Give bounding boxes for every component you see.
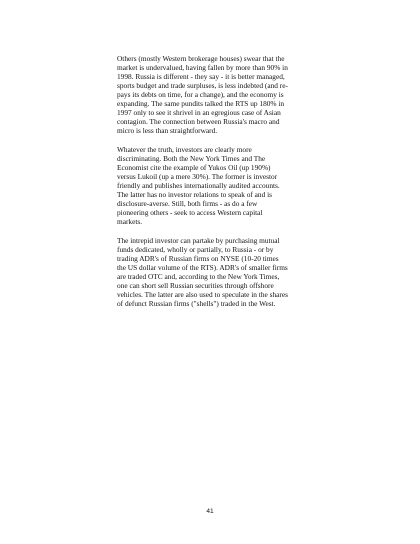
text-column bbox=[117, 54, 315, 318]
page-number: 41 bbox=[206, 508, 214, 515]
paragraph-3: The intrepid investor can partake by purchasing mutual funds dedicated, wholly or partially, to Russia - or by trading ADR's of Russian firms on NYSE (10-20 times the US dollar volume of the RTS). ADR's of smaller firms are traded OTC and, according to the New York Times, one can short sell Russian securities through offshore vehicles. The latter are also used to speculate in the shares of defunct Russian firms ("shells") traded in the West. bbox=[117, 236, 288, 308]
paragraph-1: Others (mostly Western brokerage houses) swear that the market is undervalued, having fallen by more than 90% in 1998. Russia is different - they say - it is better managed, sports budget and trade surpluses, is less indebted (and re- pays its debts on time, for a change), and the economy is expanding. The same pundits talked the RTS up 180% in 1997 only to see it shrivel in an egregious case of Asian contagion. The connection between Russia's macro and micro is less than straightforward. bbox=[117, 54, 288, 135]
paragraph-2: Whatever the truth, investors are clearly more discriminating. Both the New York Times and The Economist cite the example of Yukos Oil (up 190%) versus Lukoil (up a mere 30%). The former is investor friendly and publishes internationally audited accounts. The latter has no investor relations to speak of and is disclosure-averse. Still, both firms - as do a few pioneering others - seek to access Western capital markets. bbox=[117, 145, 280, 226]
